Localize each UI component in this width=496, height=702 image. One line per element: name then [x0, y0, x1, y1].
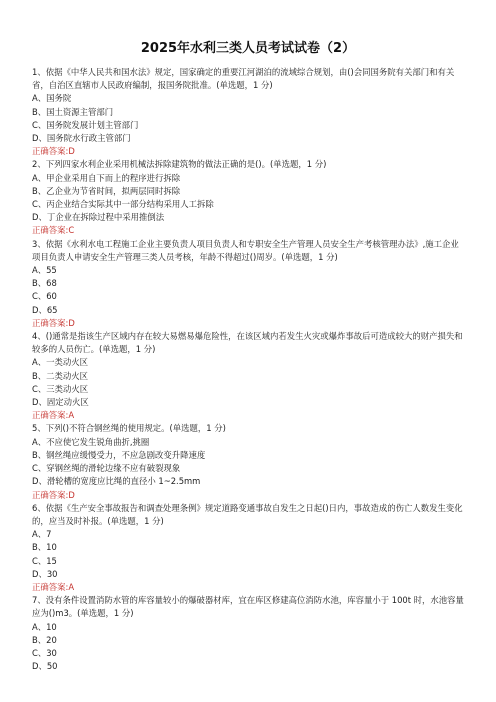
correct-answer — [32, 581, 464, 594]
option-b: B、国土资源主管部门 — [32, 106, 114, 117]
option-c: C、60 — [32, 291, 57, 302]
question-stem: 1、依据《中华人民共和国水法》规定，国家确定的重要江河湖泊的流域综合规划，由()会同国务院有关部门和有关省，自治区直辖市人民政府编制，报国务院批准。(单选题，1 分) — [32, 67, 455, 91]
answer-label: 正确答案: — [32, 489, 69, 500]
question-stem: 3、依据《水利水电工程施工企业主要负责人项目负责人和专职安全生产管理人员安全生产考核管理办法》,施工企业项目负责人申请安全生产管理三类人员考核，年龄不得超过()周岁。(单选题，1 分) — [32, 238, 459, 262]
question-stem: 7、没有条件设置消防水管的库容量较小的爆破器材库，宜在库区修建高位消防水池，库容量小于 100t 时，水池容量应为()m3。(单选题，1 分) — [32, 595, 464, 619]
question-7 — [32, 594, 464, 673]
option-d: D、滑轮槽的宽度应比绳的直径小 1~2.5mm — [32, 476, 201, 487]
question-stem: 4、()通常是指该生产区域内存在较大易燃易爆危险性，在该区域内若发生火灾或爆炸事故后可造成较大的财产损失和较多的人员伤亡。(单选题，1 分) — [32, 331, 463, 355]
answer-value: D — [68, 317, 75, 328]
correct-answer — [32, 317, 464, 330]
option-b: B、10 — [32, 542, 57, 553]
answer-value: A — [68, 581, 75, 592]
answer-label: 正确答案: — [32, 317, 69, 328]
question-1 — [32, 66, 464, 158]
option-c: C、穿钢丝绳的滑轮边缘不应有破裂现象 — [32, 463, 181, 474]
option-a: A、甲企业采用自下而上的程序进行拆除 — [32, 172, 181, 183]
option-a: A、10 — [32, 621, 57, 632]
option-d: D、固定动火区 — [32, 397, 89, 408]
question-6 — [32, 502, 464, 594]
option-b: B、钢丝绳应缓慢受力，不应急剧改变升降速度 — [32, 449, 206, 460]
answer-label: 正确答案: — [32, 146, 69, 157]
option-b: B、20 — [32, 634, 57, 645]
question-stem: 6、依据《生产安全事故报告和调查处理条例》规定道路变通事故自发生之日起()日内，事故造成的伤亡人数发生变化的，应当及时补报。(单选题，1 分) — [32, 502, 463, 526]
option-a: A、一类动火区 — [32, 357, 88, 368]
option-c: C、三类动火区 — [32, 383, 89, 394]
option-d: D、30 — [32, 568, 58, 579]
correct-answer — [32, 409, 464, 422]
answer-value: D — [68, 146, 75, 157]
option-d: D、50 — [32, 661, 58, 672]
correct-answer — [32, 489, 464, 502]
document-title: 2025年水利三类人员考试试卷（2） — [140, 41, 356, 56]
question-2 — [32, 158, 464, 237]
question-stem: 5、下列()不符合钢丝绳的使用规定。(单选题，1 分) — [32, 423, 226, 434]
answer-value: C — [68, 225, 75, 236]
option-d: D、65 — [32, 304, 58, 315]
option-a: A、不应使它发生锐角曲折,挑圈 — [32, 436, 150, 447]
option-c: C、15 — [32, 555, 57, 566]
option-a: A、7 — [32, 529, 52, 540]
option-b: B、乙企业为节省时间，拟两层同时拆除 — [32, 185, 181, 196]
question-stem: 2、下列四家水利企业采用机械法拆除建筑物的做法正确的是()。(单选题，1 分) — [32, 159, 327, 170]
question-3 — [32, 238, 464, 330]
option-c: C、国务院发展计划主管部门 — [32, 119, 139, 130]
answer-value: D — [68, 489, 75, 500]
correct-answer — [32, 224, 464, 237]
option-a: A、国务院 — [32, 93, 72, 104]
option-d: D、国务院水行政主管部门 — [32, 133, 131, 144]
option-b: B、二类动火区 — [32, 370, 88, 381]
answer-label: 正确答案: — [32, 225, 69, 236]
question-5 — [32, 422, 464, 501]
option-c: C、30 — [32, 647, 57, 658]
correct-answer — [32, 145, 464, 158]
answer-value: A — [68, 410, 75, 421]
answer-label: 正确答案: — [32, 410, 69, 421]
option-b: B、68 — [32, 278, 57, 289]
option-a: A、55 — [32, 265, 57, 276]
option-c: C、丙企业结合实际其中一部分结构采用人工拆除 — [32, 199, 214, 210]
question-4 — [32, 330, 464, 422]
answer-label: 正确答案: — [32, 581, 69, 592]
option-d: D、丁企业在拆除过程中采用推倒法 — [32, 212, 165, 223]
